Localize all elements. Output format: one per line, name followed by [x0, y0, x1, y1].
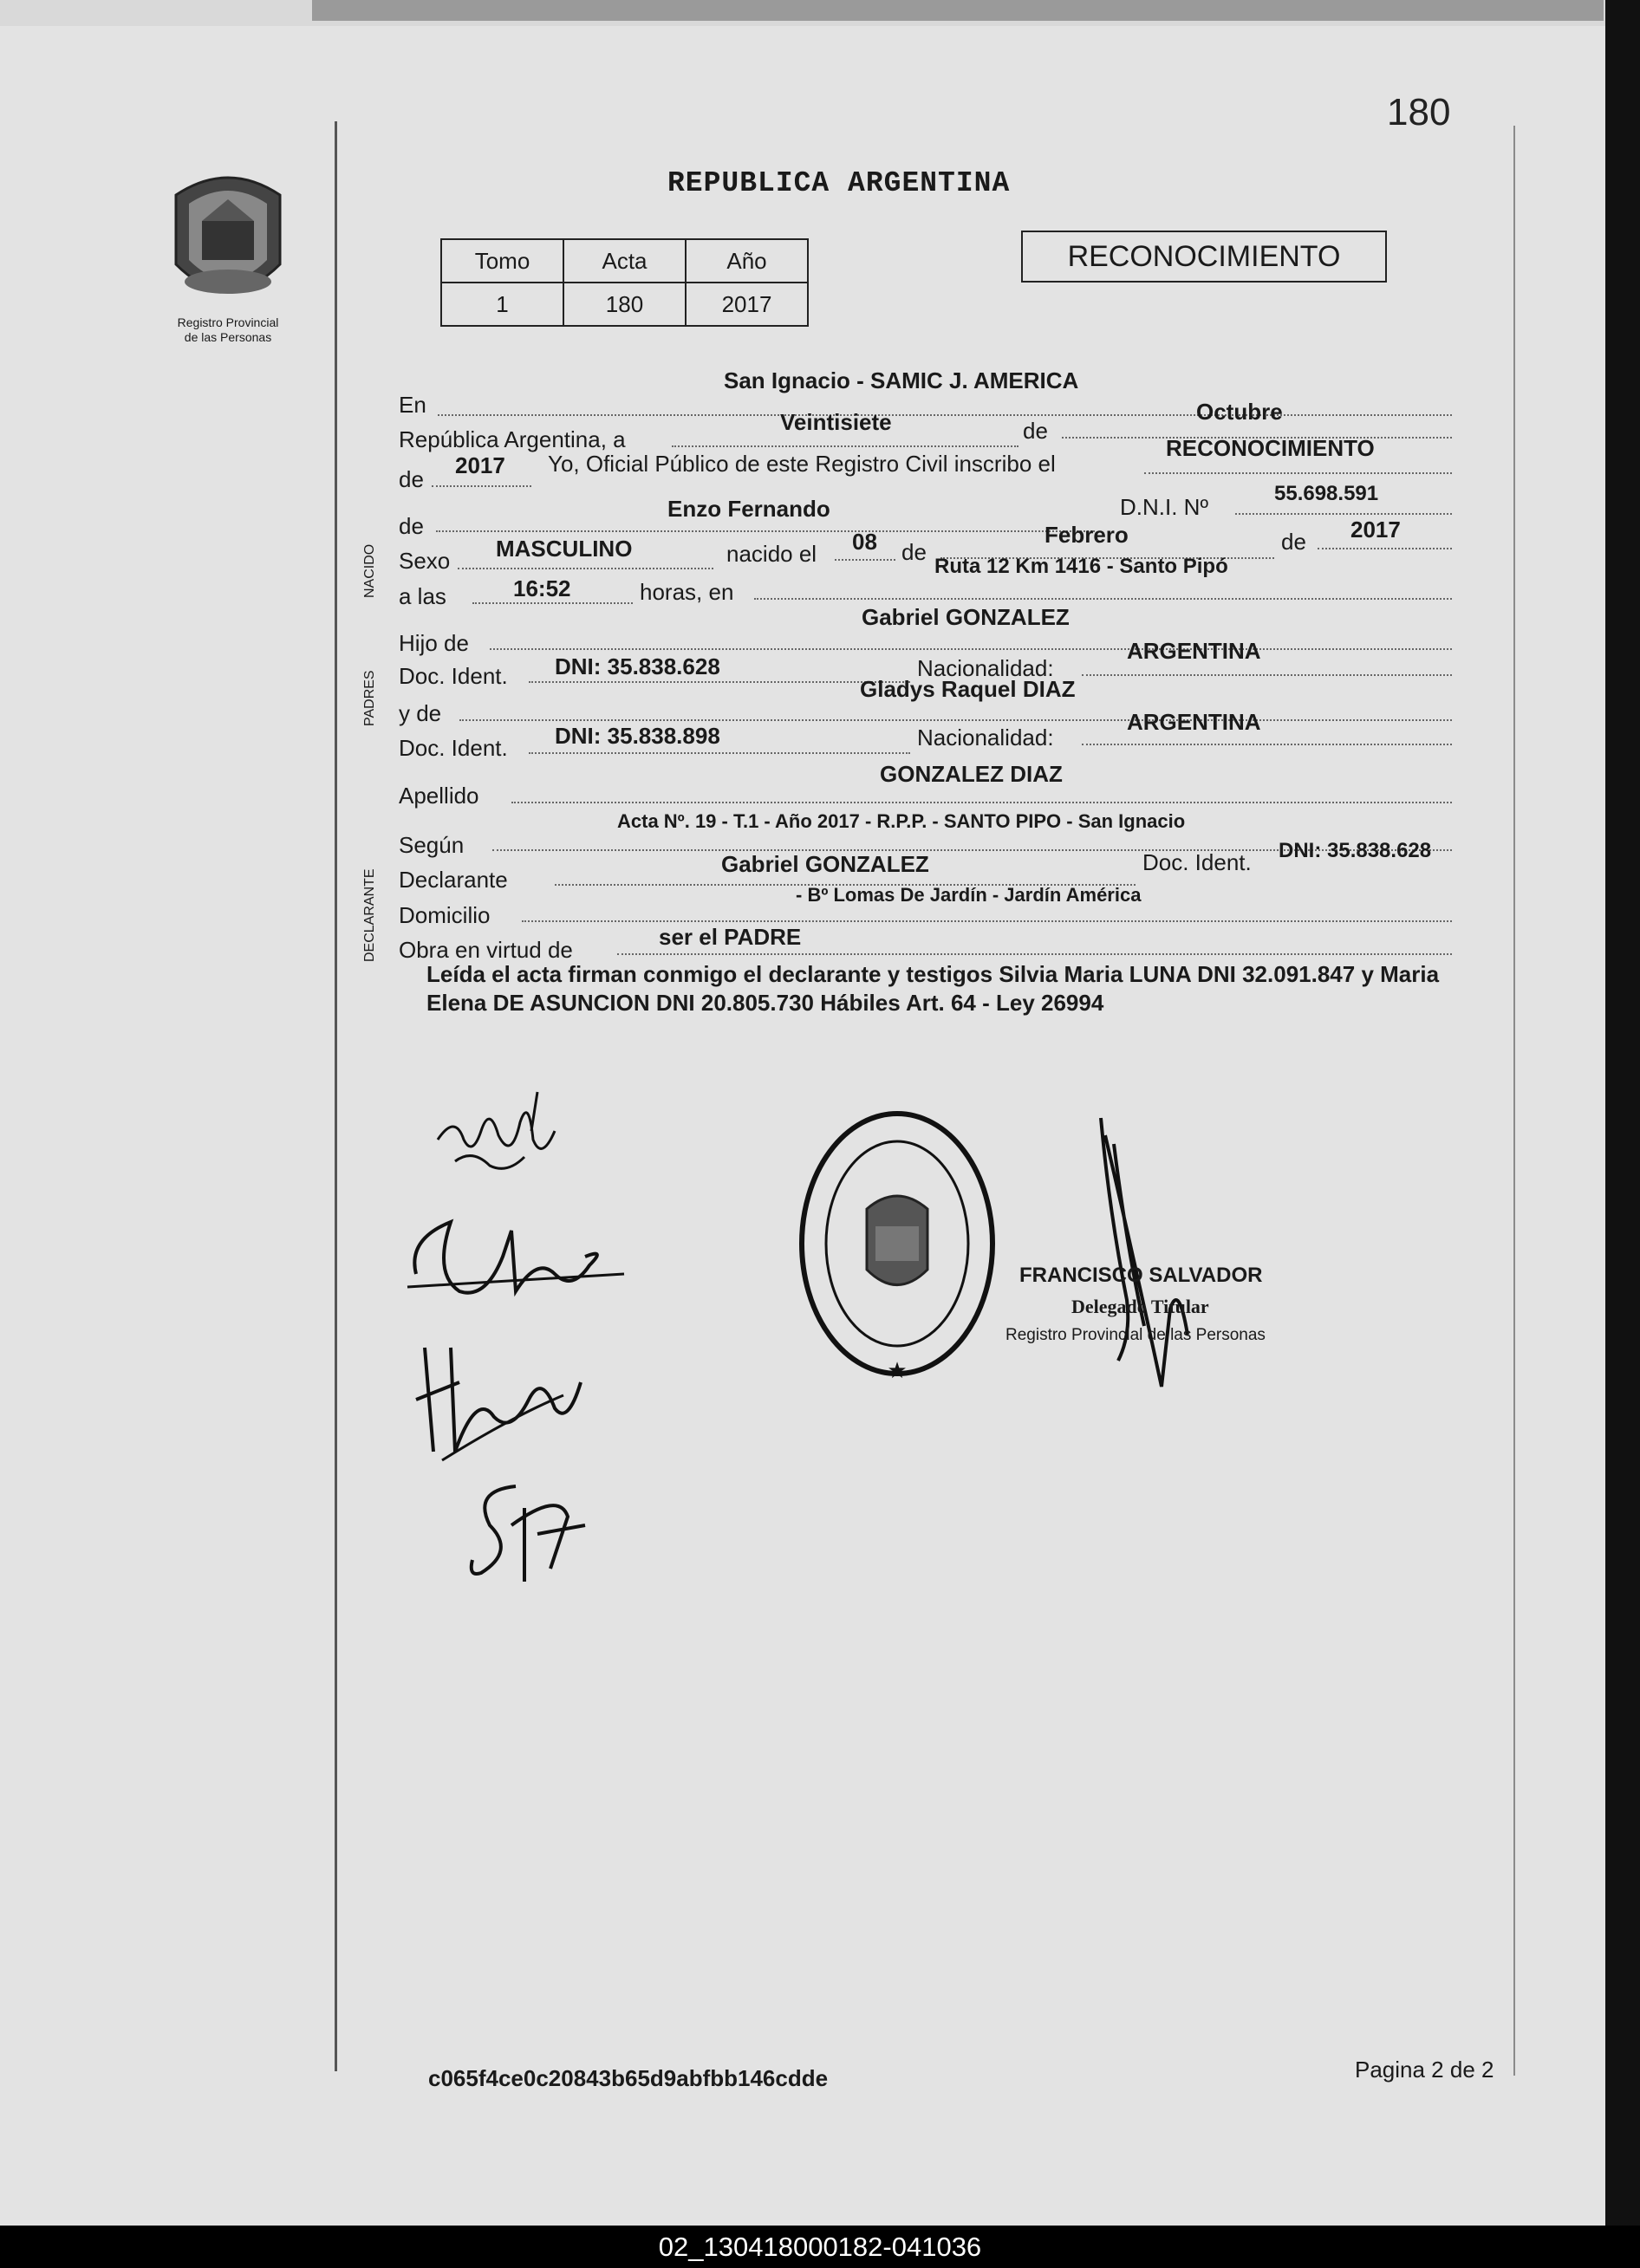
table-header-acta: Acta [563, 239, 686, 283]
label-segun: Según [399, 832, 465, 858]
label-doc-ident1: Doc. Ident. [399, 663, 508, 689]
dotted-line [1082, 744, 1452, 745]
dotted-line [1082, 674, 1452, 676]
value-madre-nac: ARGENTINA [1127, 709, 1261, 735]
dotted-line [436, 530, 1095, 532]
table-value-anio: 2017 [686, 283, 808, 326]
signature-1 [429, 1079, 568, 1183]
dotted-line [1144, 472, 1452, 474]
table-header-anio: Año [686, 239, 808, 283]
dotted-line [522, 920, 1452, 922]
dotted-line [459, 719, 1452, 721]
value-declarante: Gabriel GONZALEZ [721, 851, 929, 877]
label-de2: de [399, 466, 424, 492]
dotted-line [754, 598, 1452, 600]
file-id-bar: 02_130418000182-041036 [0, 2226, 1640, 2268]
value-padre-doc: DNI: 35.838.628 [555, 653, 720, 679]
dotted-line [529, 752, 910, 754]
value-mes: Octubre [1196, 399, 1283, 425]
document-title: REPUBLICA ARGENTINA [667, 167, 1011, 199]
logo-label-line1: Registro Provincial [177, 315, 279, 329]
table-header-tomo: Tomo [441, 239, 563, 283]
dotted-line [438, 414, 1452, 416]
label-declarante: Declarante [399, 867, 508, 893]
label-domicilio: Domicilio [399, 902, 491, 928]
value-obra: ser el PADRE [659, 924, 802, 950]
signature-4 [464, 1473, 602, 1586]
label-republica: República Argentina, a [399, 426, 626, 452]
page-edge [1605, 0, 1640, 2226]
dotted-line [529, 681, 910, 683]
dotted-line [1318, 548, 1452, 549]
value-nac-dia: 08 [852, 529, 877, 555]
value-lugar: San Ignacio - SAMIC J. AMERICA [724, 367, 1079, 393]
logo-label [146, 315, 310, 345]
value-tipo: RECONOCIMIENTO [1166, 435, 1375, 461]
dotted-line [490, 648, 1452, 650]
label-doc-ident3: Doc. Ident. [1142, 849, 1252, 875]
value-segun: Acta Nº. 19 - T.1 - Año 2017 - R.P.P. - SANTO PIPO - San Ignacio [617, 810, 1186, 832]
record-type-box: RECONOCIMIENTO [1021, 231, 1387, 283]
label-apellido: Apellido [399, 783, 479, 809]
official-name: FRANCISCO SALVADOR [1019, 1264, 1263, 1287]
value-nac-anio: 2017 [1350, 517, 1401, 543]
label-de-mes: de [901, 539, 927, 565]
margin-line [335, 121, 337, 2071]
value-domicilio: - Bº Lomas De Jardín - Jardín América [796, 884, 1142, 906]
svg-text:★: ★ [887, 1357, 908, 1383]
value-sexo: MASCULINO [496, 536, 633, 562]
official-org: Registro Provincial de las Personas [1005, 1326, 1266, 1344]
dotted-line [511, 802, 1452, 803]
label-nacido-el: nacido el [726, 541, 817, 567]
right-margin-line [1513, 126, 1515, 2076]
value-madre: Gladys Raquel DIAZ [860, 676, 1076, 702]
closing-text: Leída el acta firman conmigo el declarante y testigos Silvia Maria LUNA DNI 32.091.847 y Maria Elena DE ASUNCION DNI 20.805.730 Hábiles Art. 64 - Ley 26994 [426, 961, 1440, 1016]
label-dni: D.N.I. Nº [1120, 494, 1208, 520]
page-shadow [312, 0, 1604, 21]
label-de: de [1023, 418, 1048, 444]
label-obra: Obra en virtud de [399, 937, 573, 963]
document-hash: c065f4ce0c20843b65d9abfbb146cdde [428, 2065, 829, 2091]
provincia-misiones-seal-icon [163, 169, 293, 312]
table-value-tomo: 1 [441, 283, 563, 326]
page-number: 180 [1387, 91, 1451, 133]
label-hijo-de: Hijo de [399, 630, 469, 656]
value-padre-nac: ARGENTINA [1127, 638, 1261, 664]
label-sexo: Sexo [399, 548, 451, 574]
dotted-line [472, 602, 633, 604]
signature-2 [399, 1205, 633, 1326]
dotted-line [458, 568, 713, 569]
label-de-nombre: de [399, 513, 424, 539]
page-info: Pagina 2 de 2 [1355, 2057, 1494, 2083]
registry-table [440, 238, 809, 327]
value-nombre: Enzo Fernando [667, 496, 830, 522]
label-en: En [399, 392, 426, 418]
label-nacionalidad2: Nacionalidad: [917, 725, 1054, 751]
section-label-declarante: DECLARANTE [362, 868, 377, 962]
dotted-line [617, 953, 1452, 955]
value-padre: Gabriel GONZALEZ [862, 604, 1070, 630]
value-lugar-nac: Ruta 12 Km 1416 - Santo Pipó [934, 555, 1228, 578]
dotted-line [835, 559, 895, 561]
section-label-nacido: NACIDO [362, 543, 377, 598]
official-role: Delegado Titular [1071, 1296, 1209, 1317]
value-nac-mes: Febrero [1045, 522, 1129, 548]
section-label-padres: PADRES [362, 670, 377, 726]
label-y-de: y de [399, 700, 442, 726]
label-yo: Yo, Oficial Público de este Registro Civil inscribo el [548, 451, 1056, 477]
label-doc-ident2: Doc. Ident. [399, 735, 508, 761]
logo-label-line2: de las Personas [184, 330, 272, 344]
dotted-line [1235, 513, 1452, 515]
dotted-line [432, 485, 531, 487]
registry-stamp-seal-icon [793, 1096, 1001, 1400]
value-declarante-doc: DNI: 35.838.628 [1279, 839, 1432, 862]
official-signature [1084, 1109, 1240, 1395]
value-hora: 16:52 [513, 575, 571, 601]
table-value-acta: 180 [563, 283, 686, 326]
label-nacionalidad1: Nacionalidad: [917, 655, 1054, 681]
label-horas-en: horas, en [640, 579, 734, 605]
dotted-line [672, 445, 1018, 447]
value-apellido: GONZALEZ DIAZ [880, 761, 1063, 787]
value-dia: Veintisiete [780, 409, 892, 435]
label-a-las: a las [399, 583, 446, 609]
value-dni: 55.698.591 [1274, 482, 1379, 505]
signature-3 [407, 1330, 598, 1469]
value-anio: 2017 [455, 452, 505, 478]
label-de-anio: de [1281, 529, 1306, 555]
value-madre-doc: DNI: 35.838.898 [555, 723, 720, 749]
